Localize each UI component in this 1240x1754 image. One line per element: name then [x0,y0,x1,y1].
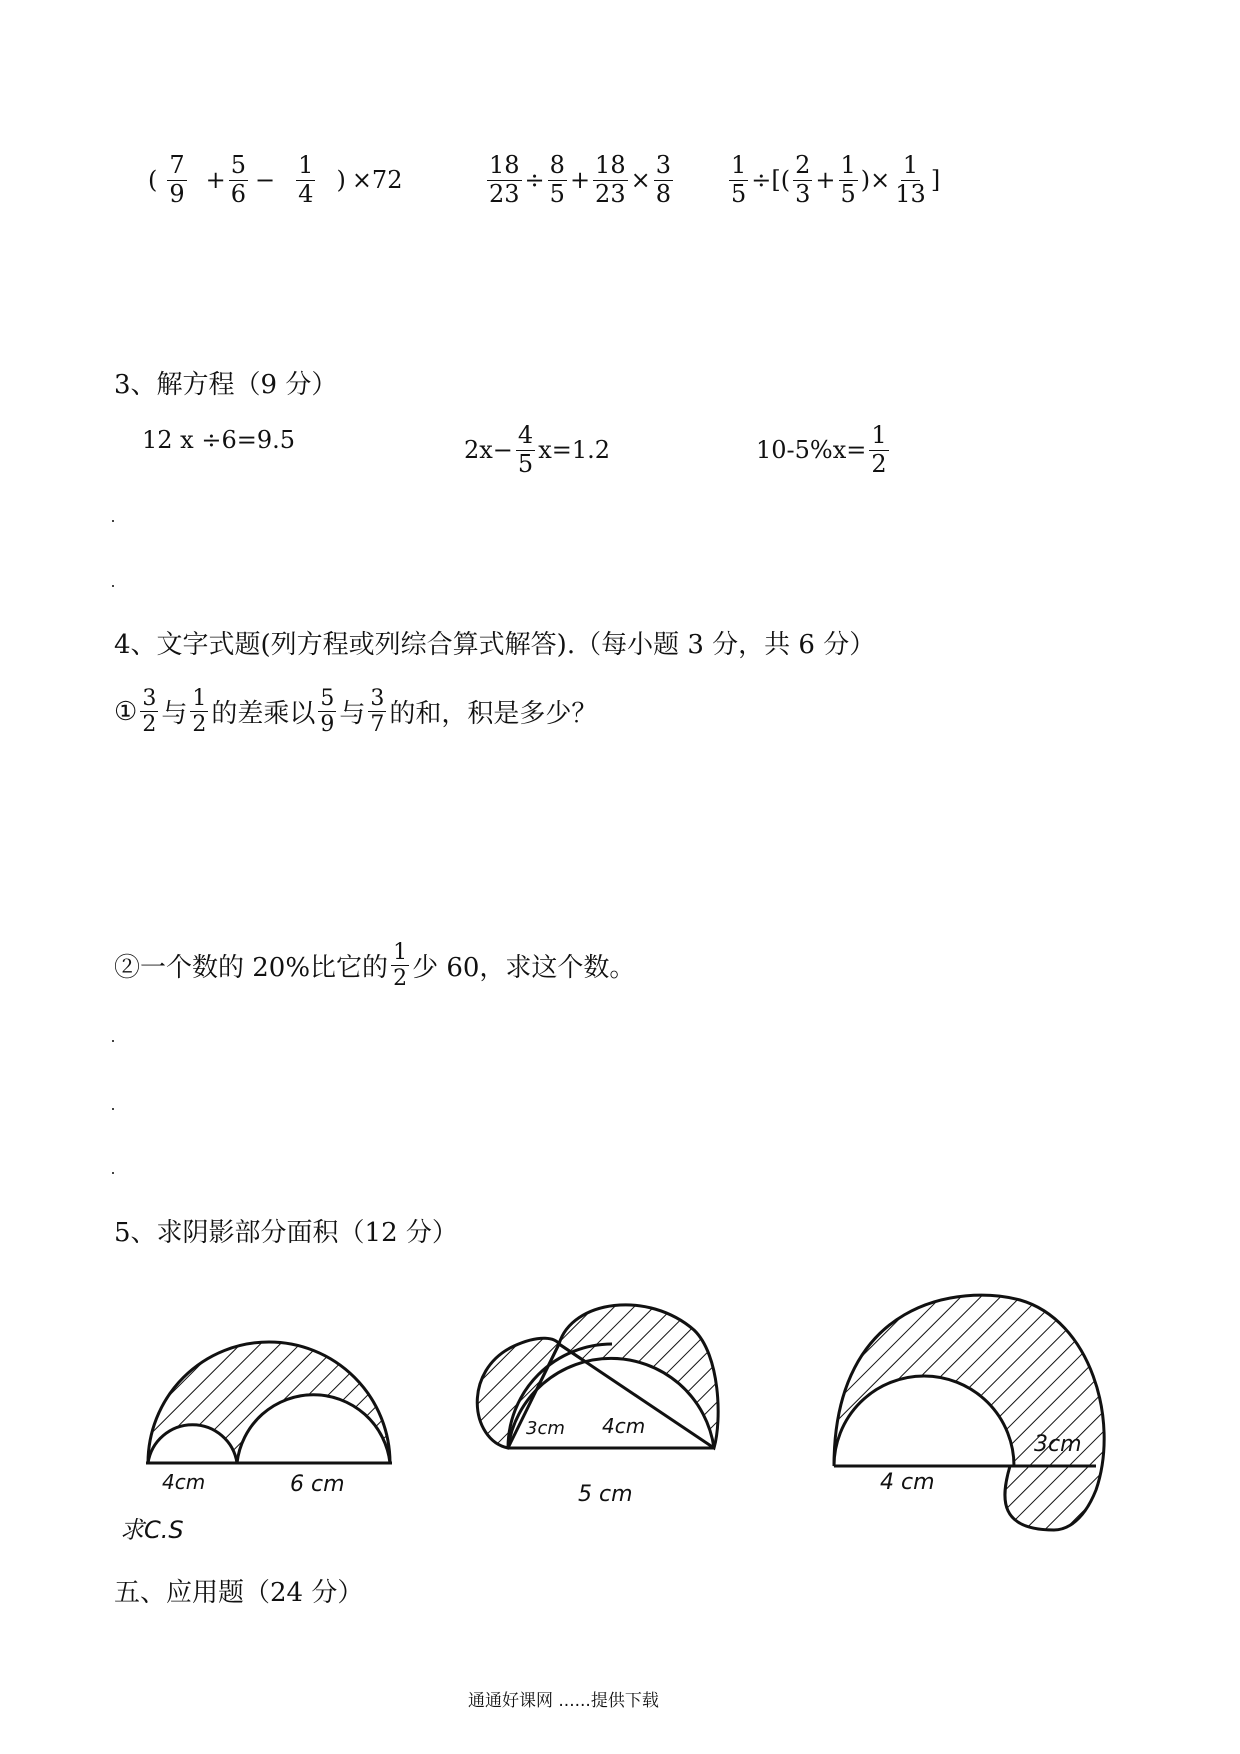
fig1-note: 求C.S [120,1516,184,1544]
fraction: $\frac{5}{6}$ [230,151,247,208]
question-2: ②一个数的 20%比它的 $\frac{1}{2}$ 少 60，求这个数。 [114,940,636,992]
calc-expr-1: ( $\frac{7}{9}$ + $\frac{5}{6}$ − $\frac{1}{4}$ ) ×72 [148,151,403,208]
paren-open: ( [148,166,158,195]
fraction: $\frac{8}{5}$ [549,151,565,208]
margin-dot [112,585,114,587]
fig1-label-b: 6 cm [290,1472,345,1497]
calc-expr-2: $\frac{18}{23}$ ÷ $\frac{8}{5}$ + $\frac{18}{23}$ × $\frac{3}{8}$ [489,151,671,208]
fraction: $\frac{1}{2}$ [192,686,207,738]
shaded-area-figures [0,1260,1240,1560]
margin-dot [112,520,114,522]
fraction: $\frac{18}{23}$ [595,151,626,208]
section-5-heading: 5、求阴影部分面积（12 分） [114,1218,458,1248]
fig3-label-b: 3cm [1034,1432,1082,1457]
margin-dot [112,1172,114,1174]
margin-dot [112,1040,114,1042]
page-footer: 通通好课网 ......提供下载 [468,1691,659,1711]
equation-1: 12 x ÷6=9.5 [142,426,295,454]
fraction: $\frac{18}{23}$ [489,151,520,208]
question-1: ① $\frac{3}{2}$ 与 $\frac{1}{2}$ 的差乘以 $\frac{5}{9}$ 与 $\frac{3}{7}$ 的和，积是多少？ [114,686,598,738]
calc-expr-3: $\frac{1}{5}$ ÷[( $\frac{2}{3}$ + $\frac{1}{5}$ )× $\frac{1}{13}$ ] [731,151,941,208]
fig2-label-c: 5 cm [578,1482,633,1507]
fraction: $\frac{2}{3}$ [795,151,811,208]
fraction: $\frac{7}{9}$ [169,151,185,208]
fig1-label-a: 4cm [162,1470,206,1494]
fraction: $\frac{5}{9}$ [320,686,335,738]
fraction: $\frac{1}{13}$ [895,151,926,208]
fig2-label-a: 3cm [526,1418,565,1439]
fraction: $\frac{1}{2}$ [871,421,887,478]
fraction: $\frac{3}{7}$ [370,686,385,738]
fraction: $\frac{4}{5}$ [517,421,534,478]
fraction: $\frac{1}{2}$ [393,940,408,992]
section-4-heading: 4、文字式题(列方程或列综合算式解答).（每小题 3 分，共 6 分） [114,630,876,660]
figure-2-triangle-semicircles [477,1305,718,1448]
fraction: $\frac{1}{5}$ [840,151,856,208]
fig3-label-a: 4 cm [880,1470,935,1495]
fraction: $\frac{3}{2}$ [142,686,157,738]
figure-1-semicircles [146,1342,392,1463]
section-3-heading: 3、解方程（9 分） [114,370,338,400]
fraction: $\frac{1}{4}$ [298,151,314,208]
fig2-label-b: 4cm [602,1414,646,1438]
section-five-heading: 五、应用题（24 分） [114,1578,364,1608]
margin-dot [112,1108,114,1110]
equation-3: 10-5%x= $\frac{1}{2}$ [756,421,887,478]
figure-3-ring [834,1295,1104,1530]
fraction: $\frac{1}{5}$ [731,151,747,208]
fraction: $\frac{3}{8}$ [655,151,671,208]
equation-2: 2x− $\frac{4}{5}$ x=1.2 [464,421,611,478]
